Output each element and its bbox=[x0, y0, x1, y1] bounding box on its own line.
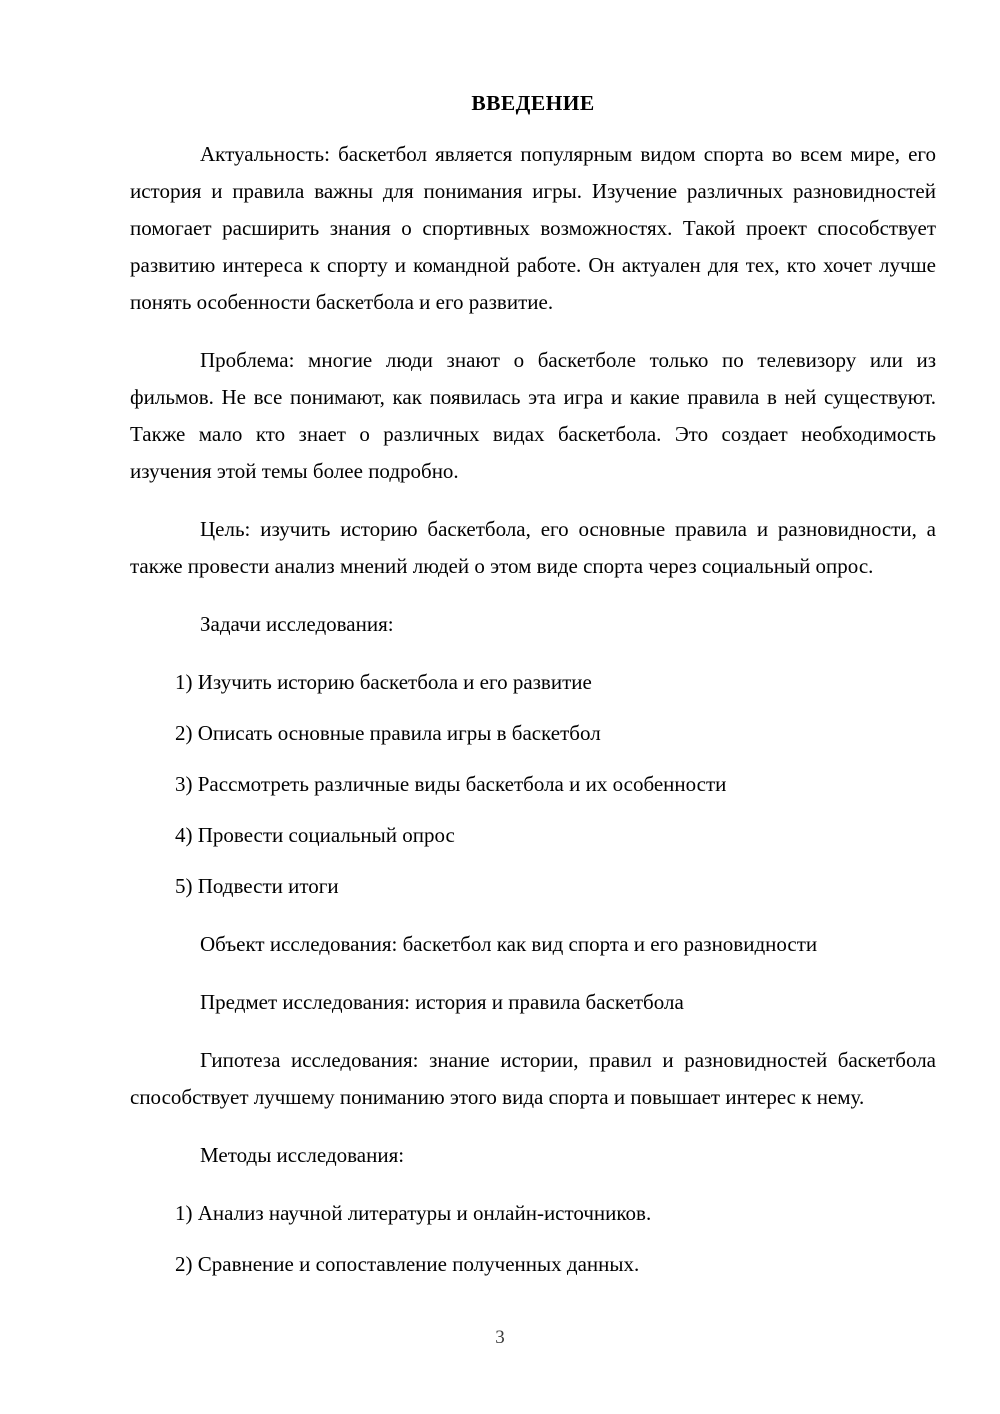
heading-methods: Методы исследования: bbox=[200, 1142, 405, 1167]
paragraph-problem: Проблема: многие люди знают о баскетболе только по телевизору или из фильмов. Не все понимают, как появилась эта игра и какие правила в ней существуют. Также мало кто знает о различных видах баскетбола. Это создает необходимость изучения этой темы более подробно. bbox=[130, 347, 936, 483]
paragraph-hypothesis: Гипотеза исследования: знание истории, правил и разновидностей баскетбола способствует лучшему пониманию этого вида спорта и повышает интерес к нему. bbox=[130, 1047, 936, 1109]
page-number: 3 bbox=[495, 1327, 505, 1348]
list-item: 2) Сравнение и сопоставление полученных данных. bbox=[175, 1251, 640, 1276]
list-item: 5) Подвести итоги bbox=[175, 873, 339, 898]
list-item: 4) Провести социальный опрос bbox=[175, 822, 455, 847]
list-item: 2) Описать основные правила игры в баскетбол bbox=[175, 720, 601, 745]
list-item: 3) Рассмотреть различные виды баскетбола и их особенности bbox=[175, 771, 727, 796]
paragraph-relevance: Актуальность: баскетбол является популярным видом спорта во всем мире, его история и правила важны для понимания игры. Изучение различных разновидностей помогает расширить знания о спортивных возможностях. Такой проект способствует развитию интереса к спорту и командной работе. Он актуален для тех, кто хочет лучше понять особенности баскетбола и его развитие. bbox=[130, 141, 936, 314]
paragraph-goal: Цель: изучить историю баскетбола, его основные правила и разновидности, а также провести анализ мнений людей о этом виде спорта через социальный опрос. bbox=[130, 516, 936, 578]
list-item: 1) Анализ научной литературы и онлайн-источников. bbox=[175, 1200, 652, 1225]
methods-list bbox=[130, 1174, 936, 1283]
document-body bbox=[130, 0, 936, 1283]
tasks-list bbox=[130, 643, 936, 905]
list-item: 1) Изучить историю баскетбола и его развитие bbox=[175, 669, 592, 694]
paragraph-subject: Предмет исследования: история и правила баскетбола bbox=[200, 989, 684, 1014]
page-title: ВВЕДЕНИЕ bbox=[471, 91, 595, 115]
paragraph-object: Объект исследования: баскетбол как вид спорта и его разновидности bbox=[200, 931, 818, 956]
heading-tasks: Задачи исследования: bbox=[200, 611, 394, 636]
